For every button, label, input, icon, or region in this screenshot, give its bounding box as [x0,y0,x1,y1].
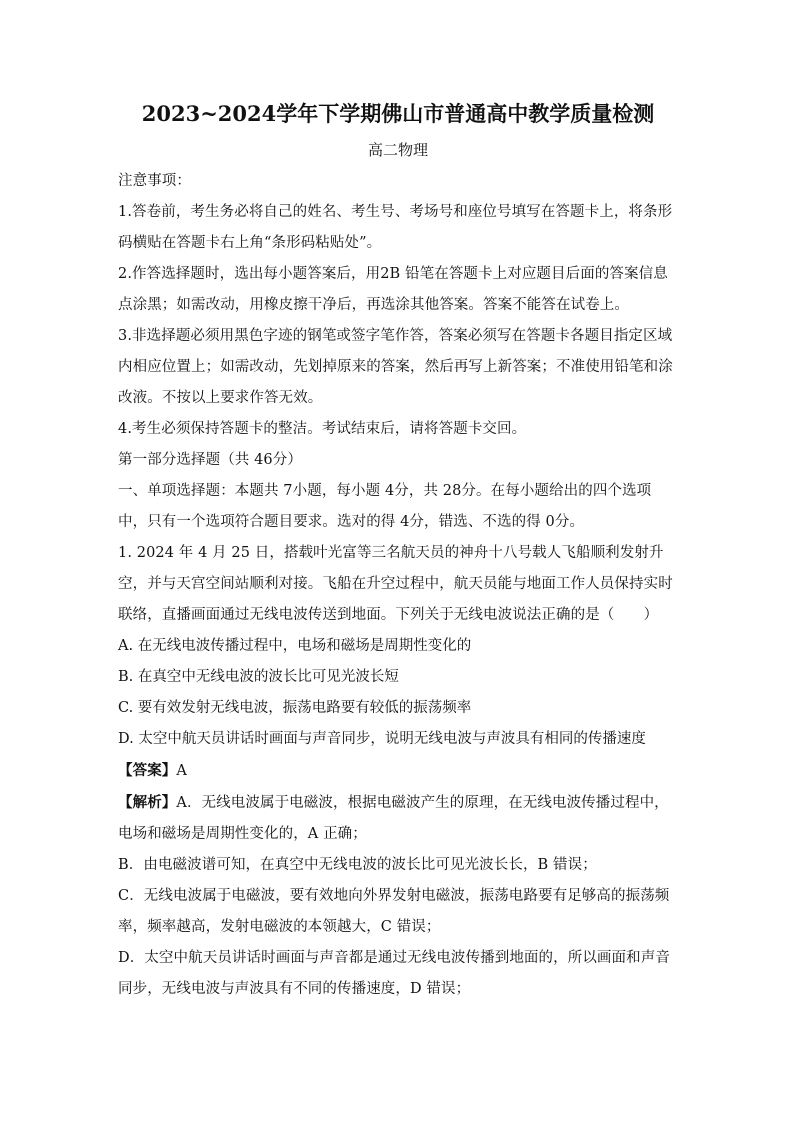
exam-page [118,100,678,1005]
answer-line [118,755,678,787]
question-stem: 1. 2024 年 4 月 25 日，搭载叶光富等三名航天员的神舟十八号载人飞船顺利发射升空，并与天宫空间站顺利对接。飞船在升空过程中，航天员能与地面工作人员保持实时联络，直播画面通过无线电波传送到地面。下列关于无线电波说法正确的是（ ） [118,545,673,623]
analysis-a [118,787,678,850]
subject-subtitle: 高二物理 [367,141,428,159]
analysis-label: 【解析】 [118,794,177,811]
answer-label: 【答案】 [118,762,177,779]
option-a: A. 在无线电波传播过程中，电场和磁场是周期性变化的 [118,638,472,654]
notice-heading: 注意事项： [118,173,191,189]
option-c: C. 要有效发射无线电波，振荡电路要有较低的振荡频率 [118,700,472,716]
answer-value: A [176,763,187,779]
analysis-d: D．太空中航天员讲话时画面与声音都是通过无线电波传播到地面的，所以画面和声音同步，无线电波与声波具有不同的传播速度，D 错误； [118,950,670,997]
notice-item-2: 2.作答选择题时，选出每小题答案后，用2B 铅笔在答题卡上对应题目后面的答案信息点涂黑；如需改动，用橡皮擦干净后，再选涂其他答案。答案不能答在试卷上。 [118,266,668,313]
notice-item-3: 3.非选择题必须用黑色字迹的钢笔或签字笔作答，答案必须写在答题卡各题目指定区域内相应位置上；如需改动，先划掉原来的答案，然后再写上新答案；不准使用铅笔和涂改液。不按以上要求作答无效。 [118,328,673,406]
analysis-text-a: A．无线电波属于电磁波，根据电磁波产生的原理，在无线电波传播过程中，电场和磁场是周期性变化的，A 正确； [118,795,669,842]
analysis-b: B．由电磁波谱可知，在真空中无线电波的波长比可见光波长长，B 错误； [118,857,597,873]
notice-item-4: 4.考生必须保持答题卡的整洁。考试结束后，请将答题卡交回。 [118,421,527,437]
part-heading: 第一部分选择题（共 46分） [118,452,302,468]
notice-item-1: 1.答卷前，考生务必将自己的姓名、考生号、考场号和座位号填写在答题卡上，将条形码横贴在答题卡右上角“条形码粘贴处”。 [118,204,673,251]
section-heading: 一、单项选择题：本题共 7小题，每小题 4分，共 28分。在每小题给出的四个选项中，只有一个选项符合题目要求。选对的得 4分，错选、不选的得 0分。 [118,483,652,530]
analysis-c: C．无线电波属于电磁波，要有效地向外界发射电磁波，振荡电路要有足够高的振荡频率，频率越高，发射电磁波的本领越大，C 错误； [118,888,670,935]
option-d: D. 太空中航天员讲话时画面与声音同步，说明无线电波与声波具有相同的传播速度 [118,731,646,747]
option-b: B. 在真空中无线电波的波长比可见光波长短 [118,669,399,685]
page-title: 2023~2024学年下学期佛山市普通高中教学质量检测 [141,101,655,126]
